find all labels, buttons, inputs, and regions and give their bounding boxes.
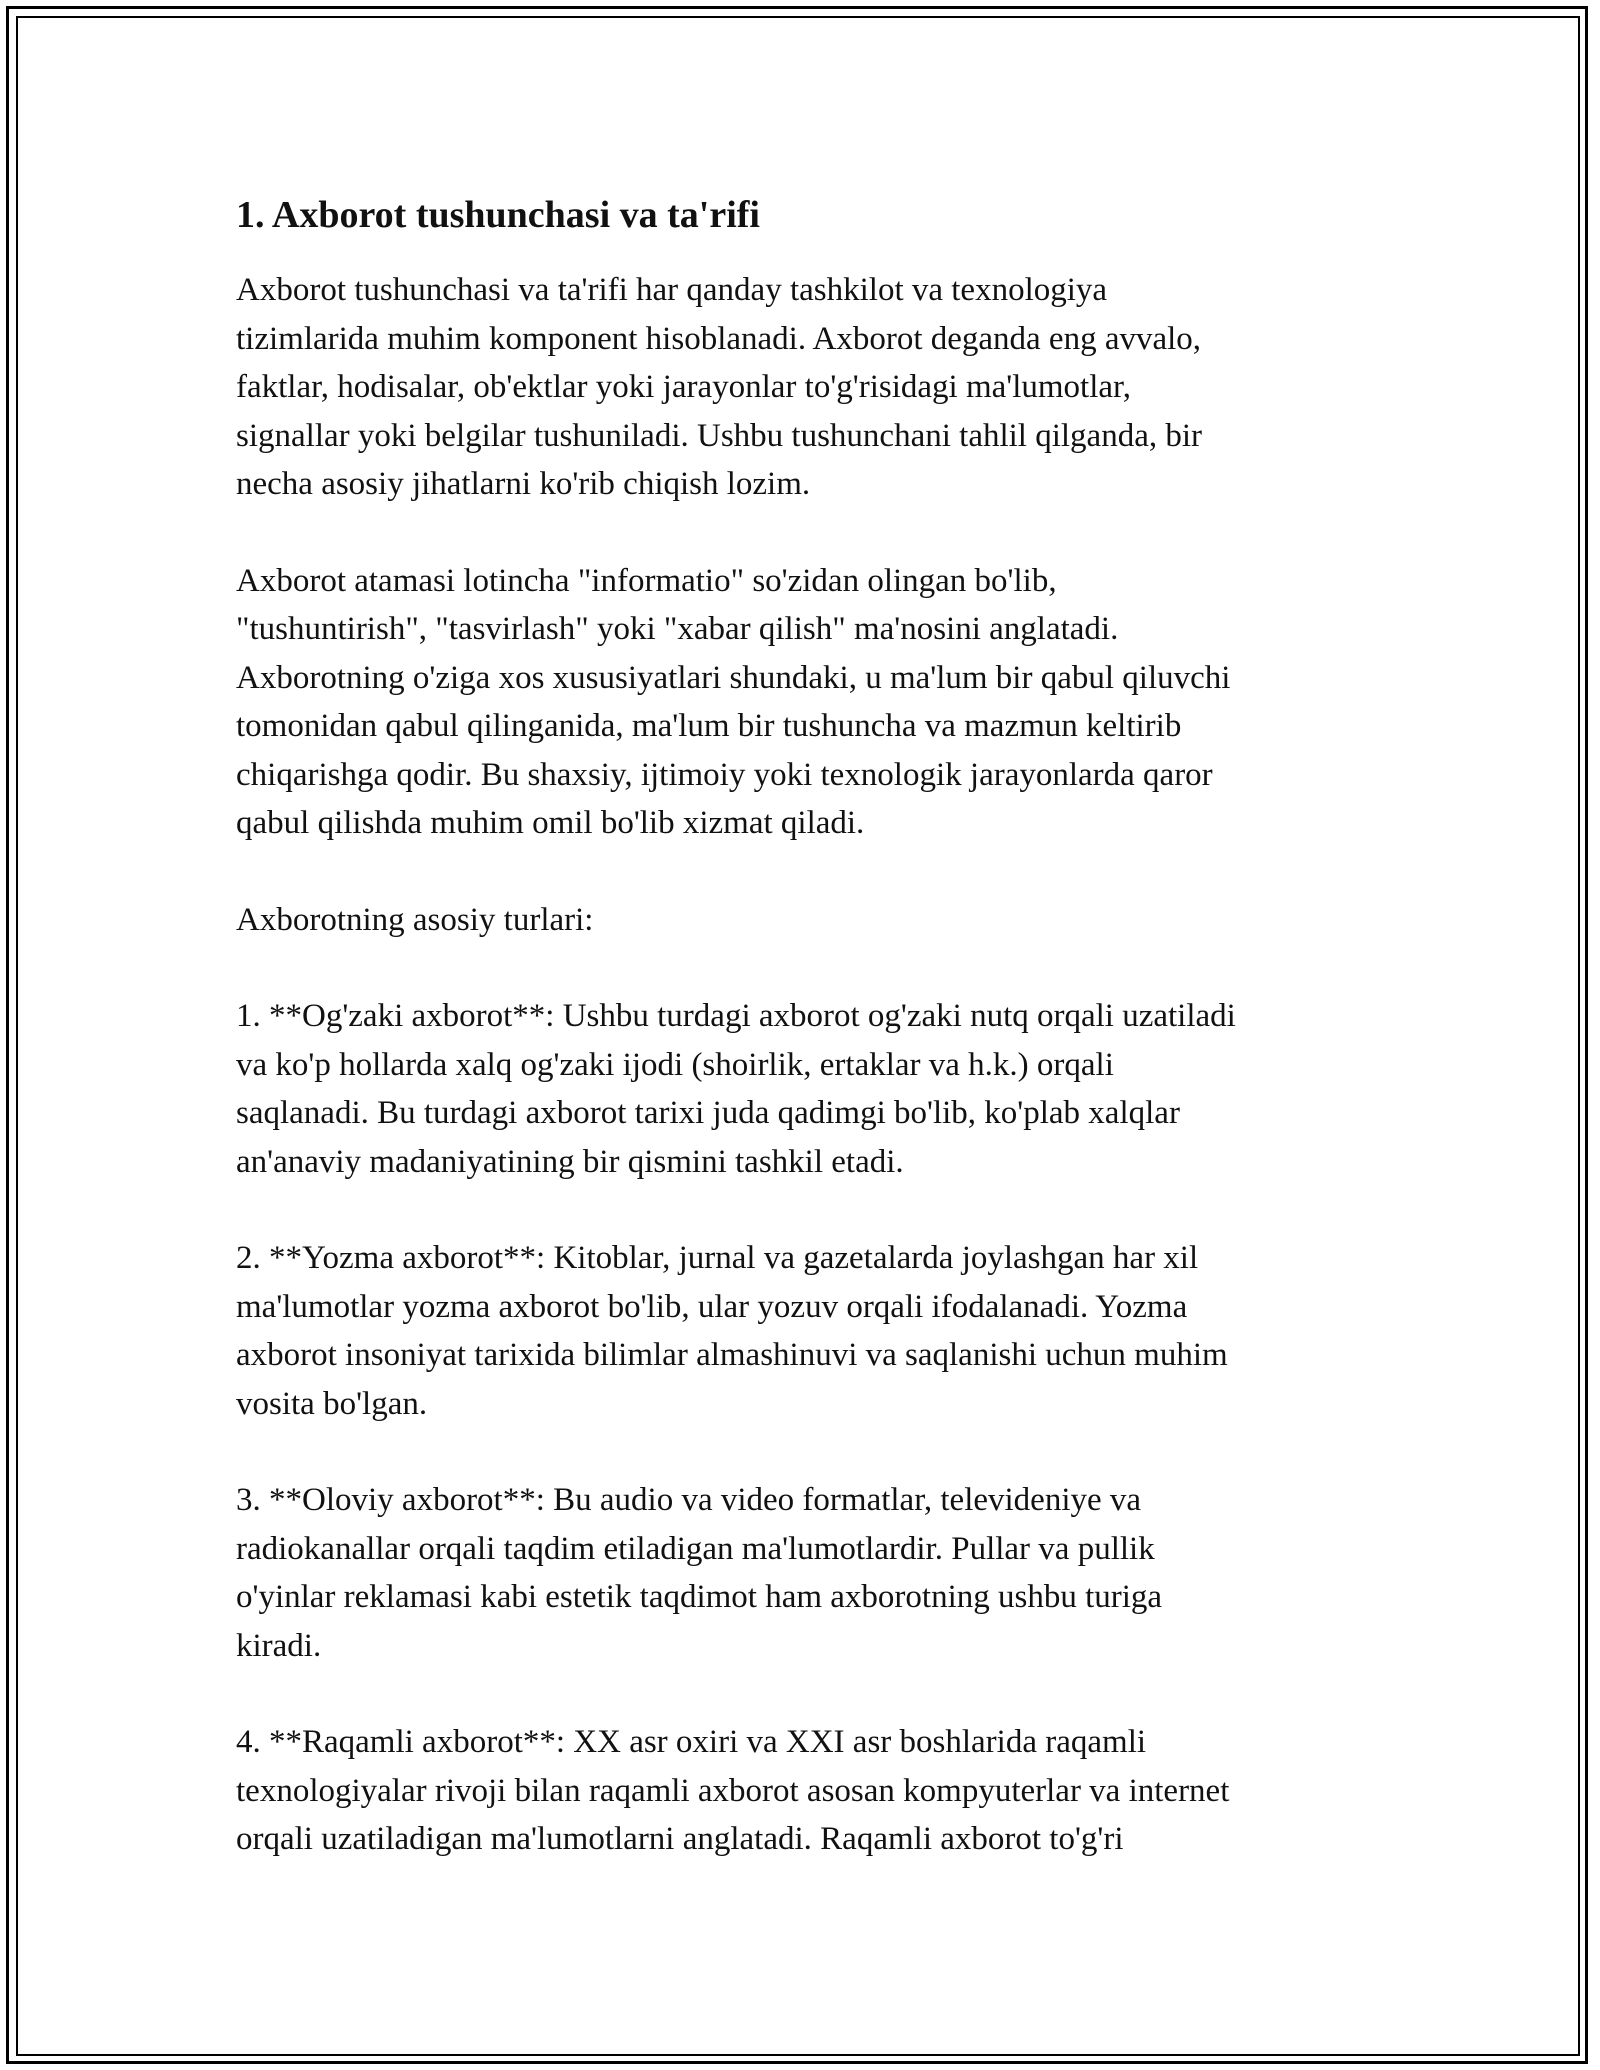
paragraph-line: orqali uzatiladigan ma'lumotlarni anglatadi. Raqamli axborot to'g'ri xyxy=(236,1821,1124,1857)
paragraph-line: Axborotning o'ziga xos xususiyatlari shundaki, u ma'lum bir qabul qiluvchi xyxy=(236,659,1231,696)
paragraph-line: faktlar, hodisalar, ob'ektlar yoki jarayonlar to'g'risidagi ma'lumotlar, xyxy=(236,369,1131,405)
page-title: 1. Axborot tushunchasi va ta'rifi xyxy=(236,194,760,236)
paragraph-line: chiqarishga qodir. Bu shaxsiy, ijtimoiy yoki texnologik jarayonlarda qaror xyxy=(236,756,1213,793)
paragraph-line: ma'lumotlar yozma axborot bo'lib, ular yozuv orqali ifodalanadi. Yozma xyxy=(236,1288,1188,1325)
paragraph-line: radiokanallar orqali taqdim etiladigan ma'lumotlardir. Pullar va pullik xyxy=(236,1530,1155,1567)
paragraph-line: necha asosiy jihatlarni ko'rib chiqish lozim. xyxy=(236,466,811,502)
list-item-digital xyxy=(236,1718,1366,1864)
paragraph-line: 3. **Oloviy axborot**: Bu audio va video formatlar, televideniye va xyxy=(236,1482,1142,1518)
document-body xyxy=(236,190,1366,1864)
paragraph-etymology xyxy=(236,557,1366,848)
paragraph-line: o'yinlar reklamasi kabi estetik taqdimot ham axborotning ushbu turiga xyxy=(236,1579,1163,1615)
paragraph-line: an'anaviy madaniyatining bir qismini tashkil etadi. xyxy=(236,1143,904,1180)
paragraph-line: tomonidan qabul qilinganida, ma'lum bir tushuncha va mazmun keltirib xyxy=(236,708,1182,744)
paragraph-line: saqlanadi. Bu turdagi axborot tarixi juda qadimgi bo'lib, ko'plab xalqlar xyxy=(236,1095,1180,1131)
paragraph-types-heading xyxy=(236,896,1366,945)
paragraph-line: qabul qilishda muhim omil bo'lib xizmat qiladi. xyxy=(236,805,865,841)
list-item-oral xyxy=(236,992,1366,1186)
paragraph-line: texnologiyalar rivoji bilan raqamli axborot asosan kompyuterlar va internet xyxy=(236,1772,1230,1809)
paragraph-line: axborot insoniyat tarixida bilimlar almashinuvi va saqlanishi uchun muhim xyxy=(236,1337,1228,1373)
paragraph-line: Axborot tushunchasi va ta'rifi har qanday tashkilot va texnologiya xyxy=(236,272,1108,308)
paragraph-line: 1. **Og'zaki axborot**: Ushbu turdagi axborot og'zaki nutq orqali uzatiladi xyxy=(236,998,1236,1034)
paragraph-line: kiradi. xyxy=(236,1627,322,1664)
paragraph-line: 4. **Raqamli axborot**: XX asr oxiri va XXI asr boshlarida raqamli xyxy=(236,1724,1147,1760)
paragraph-intro xyxy=(236,266,1366,509)
paragraph-line: 2. **Yozma axborot**: Kitoblar, jurnal va gazetalarda joylashgan har xil xyxy=(236,1240,1199,1276)
paragraph-line: signallar yoki belgilar tushuniladi. Ushbu tushunchani tahlil qilganda, bir xyxy=(236,417,1203,454)
paragraph-line: vosita bo'lgan. xyxy=(236,1385,428,1422)
paragraph-line: Axborot atamasi lotincha "informatio" so'zidan olingan bo'lib, xyxy=(236,562,1057,599)
list-item-media xyxy=(236,1476,1366,1670)
paragraph-line: va ko'p hollarda xalq og'zaki ijodi (shoirlik, ertaklar va h.k.) orqali xyxy=(236,1046,1114,1083)
paragraph-line: "tushuntirish", "tasvirlash" yoki "xabar qilish" ma'nosini anglatadi. xyxy=(236,611,1119,647)
paragraph-line: tizimlarida muhim komponent hisoblanadi. Axborot deganda eng avvalo, xyxy=(236,320,1202,357)
paragraph-line: Axborotning asosiy turlari: xyxy=(236,901,594,938)
list-item-written xyxy=(236,1234,1366,1428)
